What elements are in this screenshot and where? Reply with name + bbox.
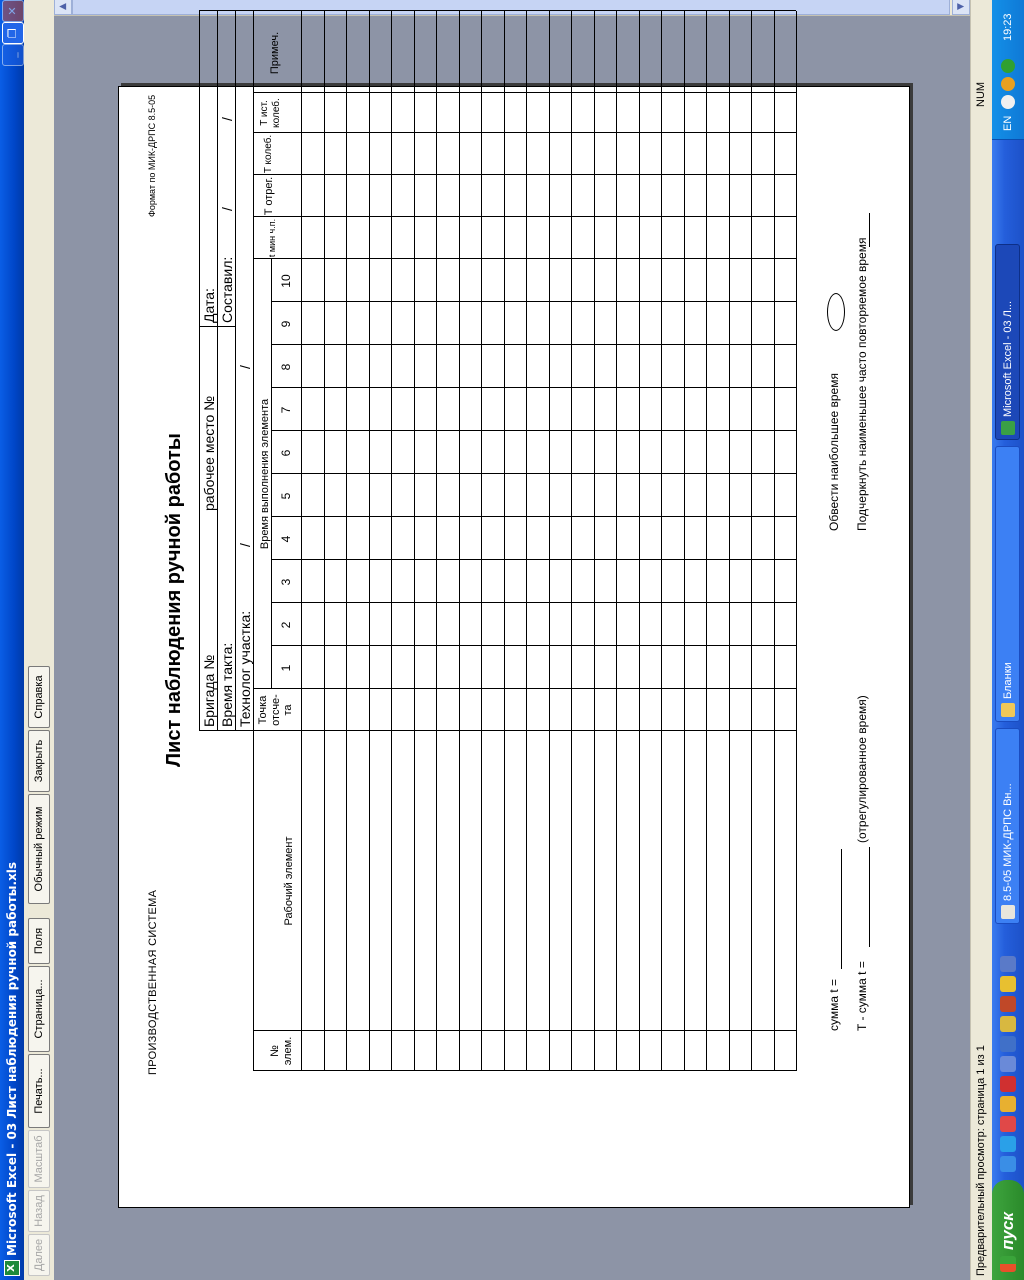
time-col-header-9: 9	[279, 320, 293, 328]
table-row	[729, 11, 730, 1071]
quick-launch-icon-10[interactable]	[1000, 976, 1016, 992]
preview-toolbar	[24, 0, 55, 1280]
scroll-down-icon[interactable]: ▼	[952, 0, 970, 15]
task-blanks-folder[interactable]: Бланки	[995, 446, 1020, 722]
table-row	[526, 11, 527, 1071]
time-col-header-5: 5	[279, 492, 293, 500]
quick-launch-icon-5[interactable]	[1000, 1076, 1016, 1092]
table-row	[346, 11, 347, 1071]
technologist-slash-2: /	[237, 365, 253, 369]
start-button[interactable]	[992, 1180, 1024, 1280]
time-header-subline	[271, 259, 272, 689]
table-row	[661, 11, 662, 1071]
zoom-button[interactable]: Масштаб	[28, 1130, 50, 1188]
status-text: Предварительный просмотр: страница 1 из 1	[975, 1045, 987, 1276]
table-row	[369, 11, 370, 1071]
table-row	[414, 11, 415, 1071]
page-setup-button[interactable]: Страница...	[28, 966, 50, 1052]
table-row	[684, 11, 685, 1071]
status-bar	[970, 0, 993, 1280]
folder-icon	[1001, 703, 1015, 717]
time-col-header-2: 2	[279, 621, 293, 629]
close-window-button[interactable]: ✕	[2, 0, 24, 22]
takt-label: Время такта:	[219, 642, 235, 727]
grid-col-9	[271, 430, 796, 431]
info-line-3	[235, 11, 236, 731]
scroll-thumb[interactable]	[72, 0, 950, 15]
next-button[interactable]: Далее	[28, 1234, 50, 1276]
system-label: ПРОИЗВОДСТВЕННАЯ СИСТЕМА	[147, 889, 159, 1075]
table-row	[774, 11, 775, 1071]
info-line-2	[217, 11, 218, 731]
col-tfluct-header: T колеб.	[263, 134, 274, 174]
clock: 19:23	[1002, 13, 1014, 41]
table-row	[324, 11, 325, 1071]
tray-icon-2[interactable]	[1001, 77, 1015, 91]
grid-col-5	[271, 602, 796, 603]
table-top-line	[253, 11, 254, 1071]
col-treg-header: T отрег.	[263, 176, 275, 216]
compiled-slash-2: /	[219, 117, 235, 121]
quick-launch-icon-6[interactable]	[1000, 1056, 1016, 1072]
task-excel[interactable]: Microsoft Excel - 03 Л...	[995, 244, 1020, 440]
normal-view-button[interactable]: Обычный режим	[28, 794, 50, 904]
table-row	[459, 11, 460, 1071]
vertical-scrollbar[interactable]	[54, 0, 970, 16]
word-icon	[1001, 905, 1015, 919]
window-title: Microsoft Excel - 03 Лист наблюдения ручной работы.xls	[5, 861, 19, 1256]
table-row	[391, 11, 392, 1071]
time-col-header-10: 10	[279, 274, 293, 288]
info-top-line	[199, 11, 200, 731]
close-preview-button[interactable]: Закрыть	[28, 730, 50, 792]
grid-col-12	[271, 301, 796, 302]
ie-icon[interactable]	[1000, 1156, 1016, 1172]
workplace-label: рабочее место №	[201, 395, 217, 511]
tray-icon-1[interactable]	[1001, 95, 1015, 109]
col-tsrc-header: T ист. колеб.	[259, 98, 282, 128]
margins-button[interactable]: Поля	[28, 918, 50, 964]
grid-col-2	[253, 730, 796, 731]
table-row	[571, 11, 572, 1071]
underline-note: Подчеркнуть наименьшее часто повторяемое время	[855, 237, 869, 531]
table-row	[616, 11, 617, 1071]
quick-launch-icon-11[interactable]	[1000, 956, 1016, 972]
start-label: пуск	[998, 1212, 1017, 1250]
restore-button[interactable]: ❐	[2, 22, 24, 44]
grid-col-10	[271, 387, 796, 388]
grid-col-16	[253, 132, 796, 133]
diff-line	[869, 847, 870, 947]
info-left-line	[199, 730, 255, 731]
prev-button[interactable]: Назад	[28, 1190, 50, 1232]
time-col-header-3: 3	[279, 578, 293, 586]
table-row	[751, 11, 752, 1071]
col-element-header: Рабочий элемент	[283, 836, 295, 926]
sheet-page	[118, 31, 910, 1208]
technologist-label: Технолог участка:	[237, 610, 253, 727]
sum-label: сумма t =	[827, 978, 841, 1031]
col-tmin-header: t мин ч.п.	[267, 218, 277, 258]
info-right-line	[199, 10, 255, 11]
grid-col-15	[253, 174, 796, 175]
num-lock-indicator: NUM	[975, 81, 987, 107]
grid-col-6	[271, 559, 796, 560]
quick-launch-icon-3[interactable]	[1000, 1116, 1016, 1132]
grid-col-13	[253, 258, 796, 259]
windows-logo-icon	[1000, 1256, 1016, 1272]
time-col-header-6: 6	[279, 449, 293, 457]
date-label: Дата:	[201, 288, 217, 323]
time-col-header-1: 1	[279, 664, 293, 672]
grid-col-0	[253, 1070, 796, 1071]
scroll-up-icon[interactable]: ▲	[54, 0, 72, 15]
time-col-header-7: 7	[279, 406, 293, 414]
compiled-slash-1: /	[219, 207, 235, 211]
title-bar	[0, 0, 24, 1280]
diff-label: T - сумма t =	[855, 961, 869, 1031]
grid-col-7	[271, 516, 796, 517]
table-row	[481, 11, 482, 1071]
compiled-label: Составил:	[219, 256, 235, 323]
sum-line	[841, 849, 842, 969]
table-row	[504, 11, 505, 1071]
format-label: Формат по МИК-ДРПС 8.5-05	[147, 94, 157, 217]
grid-col-17	[253, 92, 796, 93]
grid-col-11	[271, 344, 796, 345]
underline-sample	[869, 213, 870, 247]
sheet-title: Лист наблюдения ручной работы	[163, 433, 185, 767]
language-indicator[interactable]: EN	[1002, 115, 1014, 131]
excel-task-icon	[1001, 421, 1015, 435]
col-point-header: Точка отсче-та	[257, 694, 295, 726]
technologist-slash-1: /	[237, 543, 253, 547]
quick-launch-icon-2[interactable]	[1000, 1136, 1016, 1152]
table-row	[796, 11, 797, 1071]
minimize-button[interactable]: _	[2, 44, 24, 66]
time-col-header-4: 4	[279, 535, 293, 543]
circle-note: Обвести наибольшее время	[827, 373, 841, 531]
time-col-header-8: 8	[279, 363, 293, 371]
info-divider	[199, 326, 235, 327]
grid-col-14	[253, 216, 796, 217]
col-no-header: № элем.	[269, 1036, 294, 1066]
table-row	[706, 11, 707, 1071]
table-row	[639, 11, 640, 1071]
help-button[interactable]: Справка	[28, 666, 50, 728]
quick-launch-icon-8[interactable]	[1000, 1016, 1016, 1032]
taskbar	[992, 0, 1024, 1280]
grid-col-4	[271, 645, 796, 646]
quick-launch-icon-9[interactable]	[1000, 996, 1016, 1012]
excel-icon: X	[4, 1260, 20, 1276]
circle-sample	[827, 293, 845, 331]
grid-col-1	[253, 1030, 796, 1031]
regulated-note: (отрегулированное время)	[855, 695, 869, 843]
col-note-header: Примеч.	[269, 31, 281, 75]
grid-col-18	[253, 10, 796, 11]
tray-icon-3[interactable]	[1001, 59, 1015, 73]
brigade-label: Бригада №	[201, 654, 217, 727]
quick-launch-icon-7[interactable]	[1000, 1036, 1016, 1052]
quick-launch-icon-4[interactable]	[1000, 1096, 1016, 1112]
header-bottom-line	[301, 11, 302, 1071]
grid-col-8	[271, 473, 796, 474]
task-word-doc[interactable]: 8.5-05 МИК-ДРПС Вн...	[995, 728, 1020, 924]
system-tray	[992, 0, 1024, 140]
table-row	[594, 11, 595, 1071]
table-row	[549, 11, 550, 1071]
col-time-header: Время выполнения элемента	[259, 398, 271, 550]
grid-col-3	[253, 688, 796, 689]
print-button[interactable]: Печать...	[28, 1054, 50, 1128]
table-row	[436, 11, 437, 1071]
